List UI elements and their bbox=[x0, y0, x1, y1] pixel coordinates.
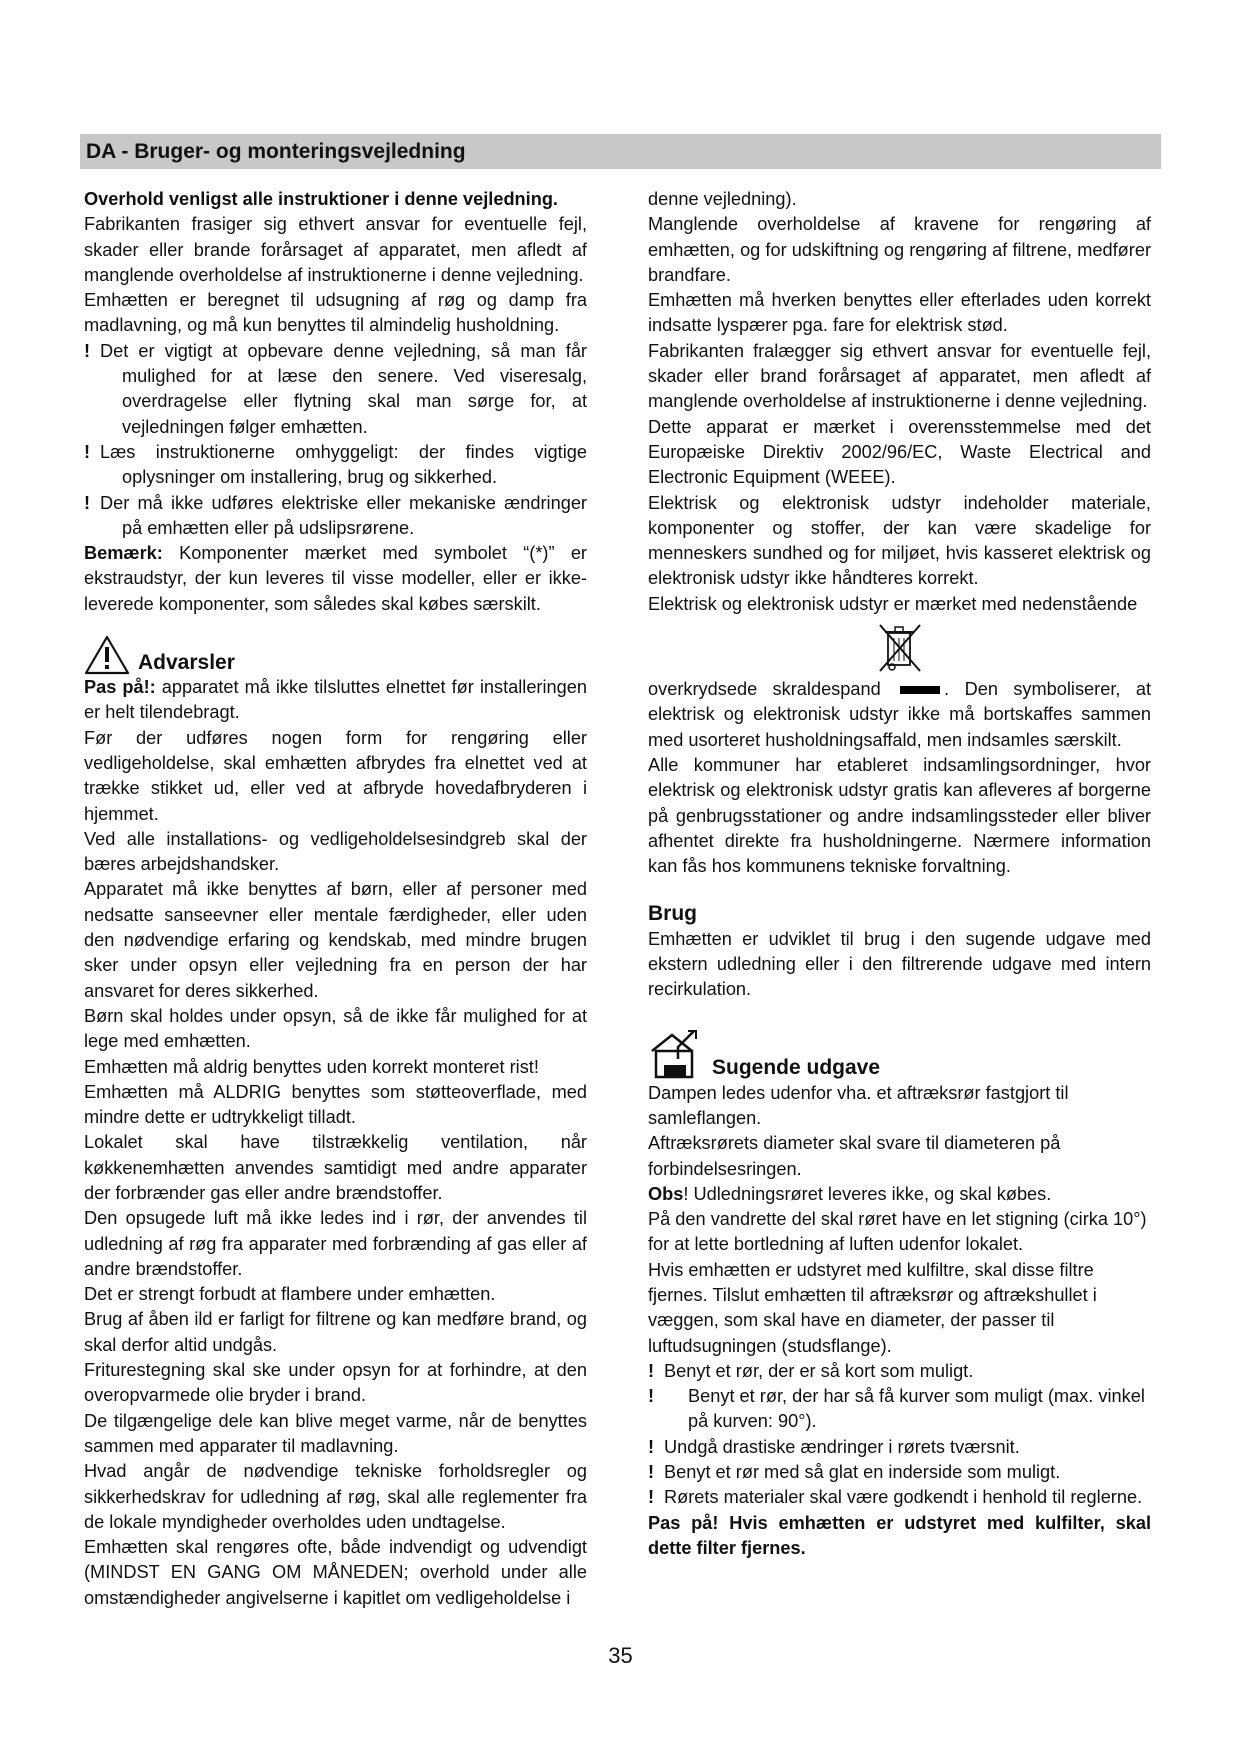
weee-bin-icon bbox=[877, 621, 923, 673]
weee-symbol bbox=[648, 621, 1151, 673]
bullet-text: Rørets materialer skal være godkendt i henhold til reglerne. bbox=[664, 1487, 1143, 1508]
bullet-item bbox=[84, 440, 587, 491]
paragraph bbox=[648, 677, 1151, 753]
paragraph: denne vejledning). bbox=[648, 189, 797, 209]
paragraph: Ved alle installations- og vedligeholdelsesindgreb skal der bæres arbejdshandsker. bbox=[84, 828, 587, 875]
paragraph: Fabrikanten frasiger sig ethvert ansvar for eventuelle fejl, skader eller brande forårsaget af apparatet, men afledt af manglende overholdelse af instruktionerne i denne vejledning. bbox=[84, 214, 587, 285]
bullet-text: Benyt et rør med så glat en inderside som muligt. bbox=[664, 1462, 1061, 1483]
sugende-title: Sugende udgave bbox=[712, 1056, 881, 1080]
right-column bbox=[648, 187, 1151, 1561]
warnings-heading-row bbox=[84, 635, 587, 675]
paragraph: Den opsugede luft må ikke ledes ind i rør, der anvendes til udledning af røg fra apparater med forbrænding af gas eller af andre brændstoffer. bbox=[84, 1208, 587, 1279]
warning-triangle-icon bbox=[84, 635, 130, 675]
warnings-title: Advarsler bbox=[138, 650, 235, 674]
bullet-item bbox=[648, 1359, 1151, 1384]
warning-paragraph bbox=[84, 675, 587, 726]
paragraph: Friturestegning skal ske under opsyn for at forhindre, at den overopvarmede olie bryder i brand. bbox=[84, 1360, 587, 1406]
paragraph: Før der udføres nogen form for rengøring eller vedligeholdelse, skal emhætten afbrydes fra elnettet ved at trække stikket ud, eller ved at afbryde hovedafbryderen i hjemmet. bbox=[84, 727, 587, 824]
bullet-text: Benyt et rør, der har så få kurver som muligt (max. vinkel på kurven: 90°). bbox=[688, 1386, 1145, 1432]
obs-paragraph bbox=[648, 1182, 1151, 1207]
obs-label: Obs bbox=[648, 1183, 684, 1204]
bullet-mark: ! bbox=[84, 492, 91, 513]
paragraph: Aftræksrørets diameter skal svare til diameteren på forbindelsesringen. bbox=[648, 1133, 1061, 1179]
note-label: Bemærk: bbox=[84, 543, 163, 564]
page-number: 35 bbox=[608, 1643, 633, 1668]
paragraph: Emhætten må aldrig benyttes uden korrekt monteret rist! bbox=[84, 1056, 539, 1077]
paragraph: Det er strengt forbudt at flambere under emhætten. bbox=[84, 1284, 496, 1305]
paragraph: Apparatet må ikke benyttes af børn, eller af personer med nedsatte sanseevner eller mentale færdigheder, eller uden den nødvendige erfaring og kendskab, med mindre brugen sker under opsyn eller vejledning fra en person der har ansvaret for deres sikkerhed. bbox=[84, 879, 587, 1001]
paragraph: Alle kommuner har etableret indsamlingsordninger, hvor elektrisk og elektronisk udstyr gratis kan afleveres af borgerne på genbrugsstationer og andre indsamlingssteder eller bliver afhentet direkte fra husholdningerne. Nærmere information kan fås hos kommunens tekniske forvaltning. bbox=[648, 754, 1151, 877]
bullet-mark: ! bbox=[648, 1487, 655, 1508]
paragraph: Dampen ledes udenfor vha. et aftræksrør fastgjort til samleflangen. bbox=[648, 1082, 1069, 1128]
intro-heading: Overhold venligst alle instruktioner i denne vejledning. bbox=[84, 189, 558, 209]
paragraph: Emhætten er beregnet til udsugning af røg og damp fra madlavning, og må kun benyttes til almindelig husholdning. bbox=[84, 290, 587, 336]
bullet-item bbox=[84, 491, 587, 542]
obs-text: ! Udledningsrøret leveres ikke, og skal købes. bbox=[683, 1183, 1052, 1204]
bullet-mark: ! bbox=[84, 441, 91, 462]
paragraph: De tilgængelige dele kan blive meget varme, når de benyttes sammen med apparater til madlavning. bbox=[84, 1410, 587, 1456]
paragraph: Børn skal holdes under opsyn, så de ikke får mulighed for at lege med emhætten. bbox=[84, 1005, 587, 1052]
paragraph: Lokalet skal have tilstrækkelig ventilation, når køkkenemhætten anvendes samtidigt med andre apparater der forbrænder gas eller andre brændstoffer. bbox=[84, 1132, 587, 1203]
bullet-item bbox=[648, 1460, 1151, 1485]
paragraph: Elektrisk og elektronisk udstyr indeholder materiale, komponenter og stoffer, der kan være skadelige for menneskers sundhed og for miljøet, hvis kasseret elektrisk og elektronisk udstyr ikke håndteres korrekt. bbox=[648, 492, 1151, 589]
paragraph: Fabrikanten fralægger sig ethvert ansvar for eventuelle fejl, skader eller brand forårsaget af apparatet, men afledt af manglende overholdelse af instruktionerne i denne vejledning. bbox=[648, 340, 1151, 412]
bullet-text: Benyt et rør, der er så kort som muligt. bbox=[664, 1360, 974, 1381]
paragraph: Elektrisk og elektronisk udstyr er mærket med nedenstående bbox=[648, 593, 1138, 614]
weee-text-a: overkrydsede skraldespand bbox=[648, 679, 881, 700]
left-column bbox=[84, 187, 587, 1611]
bullet-mark: ! bbox=[84, 340, 91, 361]
paragraph: Emhætten må ALDRIG benyttes som støtteoverflade, med mindre dette er udtrykkeligt tilladt. bbox=[84, 1081, 587, 1128]
bullet-mark: ! bbox=[648, 1436, 655, 1457]
house-duct-icon bbox=[648, 1029, 704, 1081]
warning-text: apparatet må ikke tilsluttes elnettet før installeringen er helt tilendebragt. bbox=[84, 677, 587, 723]
weee-text-b: . Den symboliserer, at elektrisk og elektronisk udstyr ikke må bortskaffes sammen med usorteret husholdningsaffald, men indsamles særskilt. bbox=[648, 679, 1151, 750]
bullet-mark: ! bbox=[648, 1462, 655, 1483]
paragraph: Emhætten skal rengøres ofte, både indvendigt og udvendigt (MINDST EN GANG OM MÅNEDEN; overhold under alle omstændigheder angivelserne i kapitlet om vedligeholdelse i bbox=[84, 1537, 587, 1608]
warning-label: Pas på!: bbox=[84, 677, 156, 698]
final-warning: Pas på! Hvis emhætten er udstyret med kulfilter, skal dette filter fjernes. bbox=[648, 1512, 1151, 1558]
brug-title: Brug bbox=[648, 902, 697, 926]
paragraph: Hvad angår de nødvendige tekniske forholdsregler og sikkerhedskrav for udledning af røg, skal alle reglementer fra de lokale myndigheder overholdes uden undtagelse. bbox=[84, 1461, 587, 1532]
page-title: DA - Bruger- og monteringsvejledning bbox=[86, 140, 466, 163]
paragraph: Emhætten må hverken benyttes eller efterlades uden korrekt indsatte lyspærer pga. fare for elektrisk stød. bbox=[648, 290, 1151, 336]
bullet-mark: ! bbox=[648, 1386, 655, 1407]
paragraph: Brug af åben ild er farligt for filtrene og kan medføre brand, og skal derfor altid undgås. bbox=[84, 1309, 587, 1355]
black-bar-icon bbox=[900, 686, 940, 694]
bullet-item bbox=[648, 1435, 1151, 1460]
sugende-heading-row bbox=[648, 1029, 1151, 1081]
paragraph: Manglende overholdelse af kravene for rengøring af emhætten, og for udskiftning og rengøring af filtrene, medfører brandfare. bbox=[648, 214, 1151, 285]
bullet-text: Læs instruktionerne omhyggeligt: der findes vigtige oplysninger om installering, brug og sikkerhed. bbox=[100, 441, 587, 488]
header-bar bbox=[80, 134, 1161, 169]
bullet-mark: ! bbox=[648, 1360, 655, 1381]
paragraph: Dette apparat er mærket i overensstemmelse med det Europæiske Direktiv 2002/96/EC, Waste Electrical and Electronic Equipment (WEEE). bbox=[648, 416, 1151, 488]
bullet-text: Der må ikke udføres elektriske eller mekaniske ændringer på emhætten eller på udslipsrørene. bbox=[100, 492, 587, 538]
bullet-item bbox=[648, 1384, 1151, 1435]
bullet-item bbox=[84, 339, 587, 440]
bullet-text: Det er vigtigt at opbevare denne vejledning, så man får mulighed for at læse den senere. Ved viseresalg, overdragelse eller flytning skal man sørge for, at vejledningen følger emhætten. bbox=[100, 340, 587, 437]
note-paragraph bbox=[84, 541, 587, 617]
paragraph: Emhætten er udviklet til brug i den sugende udgave med ekstern udledning eller i den filtrerende udgave med intern recirkulation. bbox=[648, 928, 1151, 1000]
paragraph: Hvis emhætten er udstyret med kulfiltre, skal disse filtre fjernes. Tilslut emhætten til aftræksrør og aftrækshullet i væggen, som skal have en diameter, der passer til luftudsugningen (studsflange). bbox=[648, 1259, 1097, 1356]
paragraph: På den vandrette del skal røret have en let stigning (cirka 10°) for at lette bortledning af luften udenfor lokalet. bbox=[648, 1209, 1147, 1255]
bullet-item bbox=[648, 1485, 1151, 1510]
bullet-text: Undgå drastiske ændringer i rørets tværsnit. bbox=[664, 1436, 1020, 1457]
note-text: Komponenter mærket med symbolet “(*)” er ekstraudstyr, der kun leveres til visse modeller, eller er ikke-leverede komponenter, som således skal købes særskilt. bbox=[84, 543, 587, 614]
